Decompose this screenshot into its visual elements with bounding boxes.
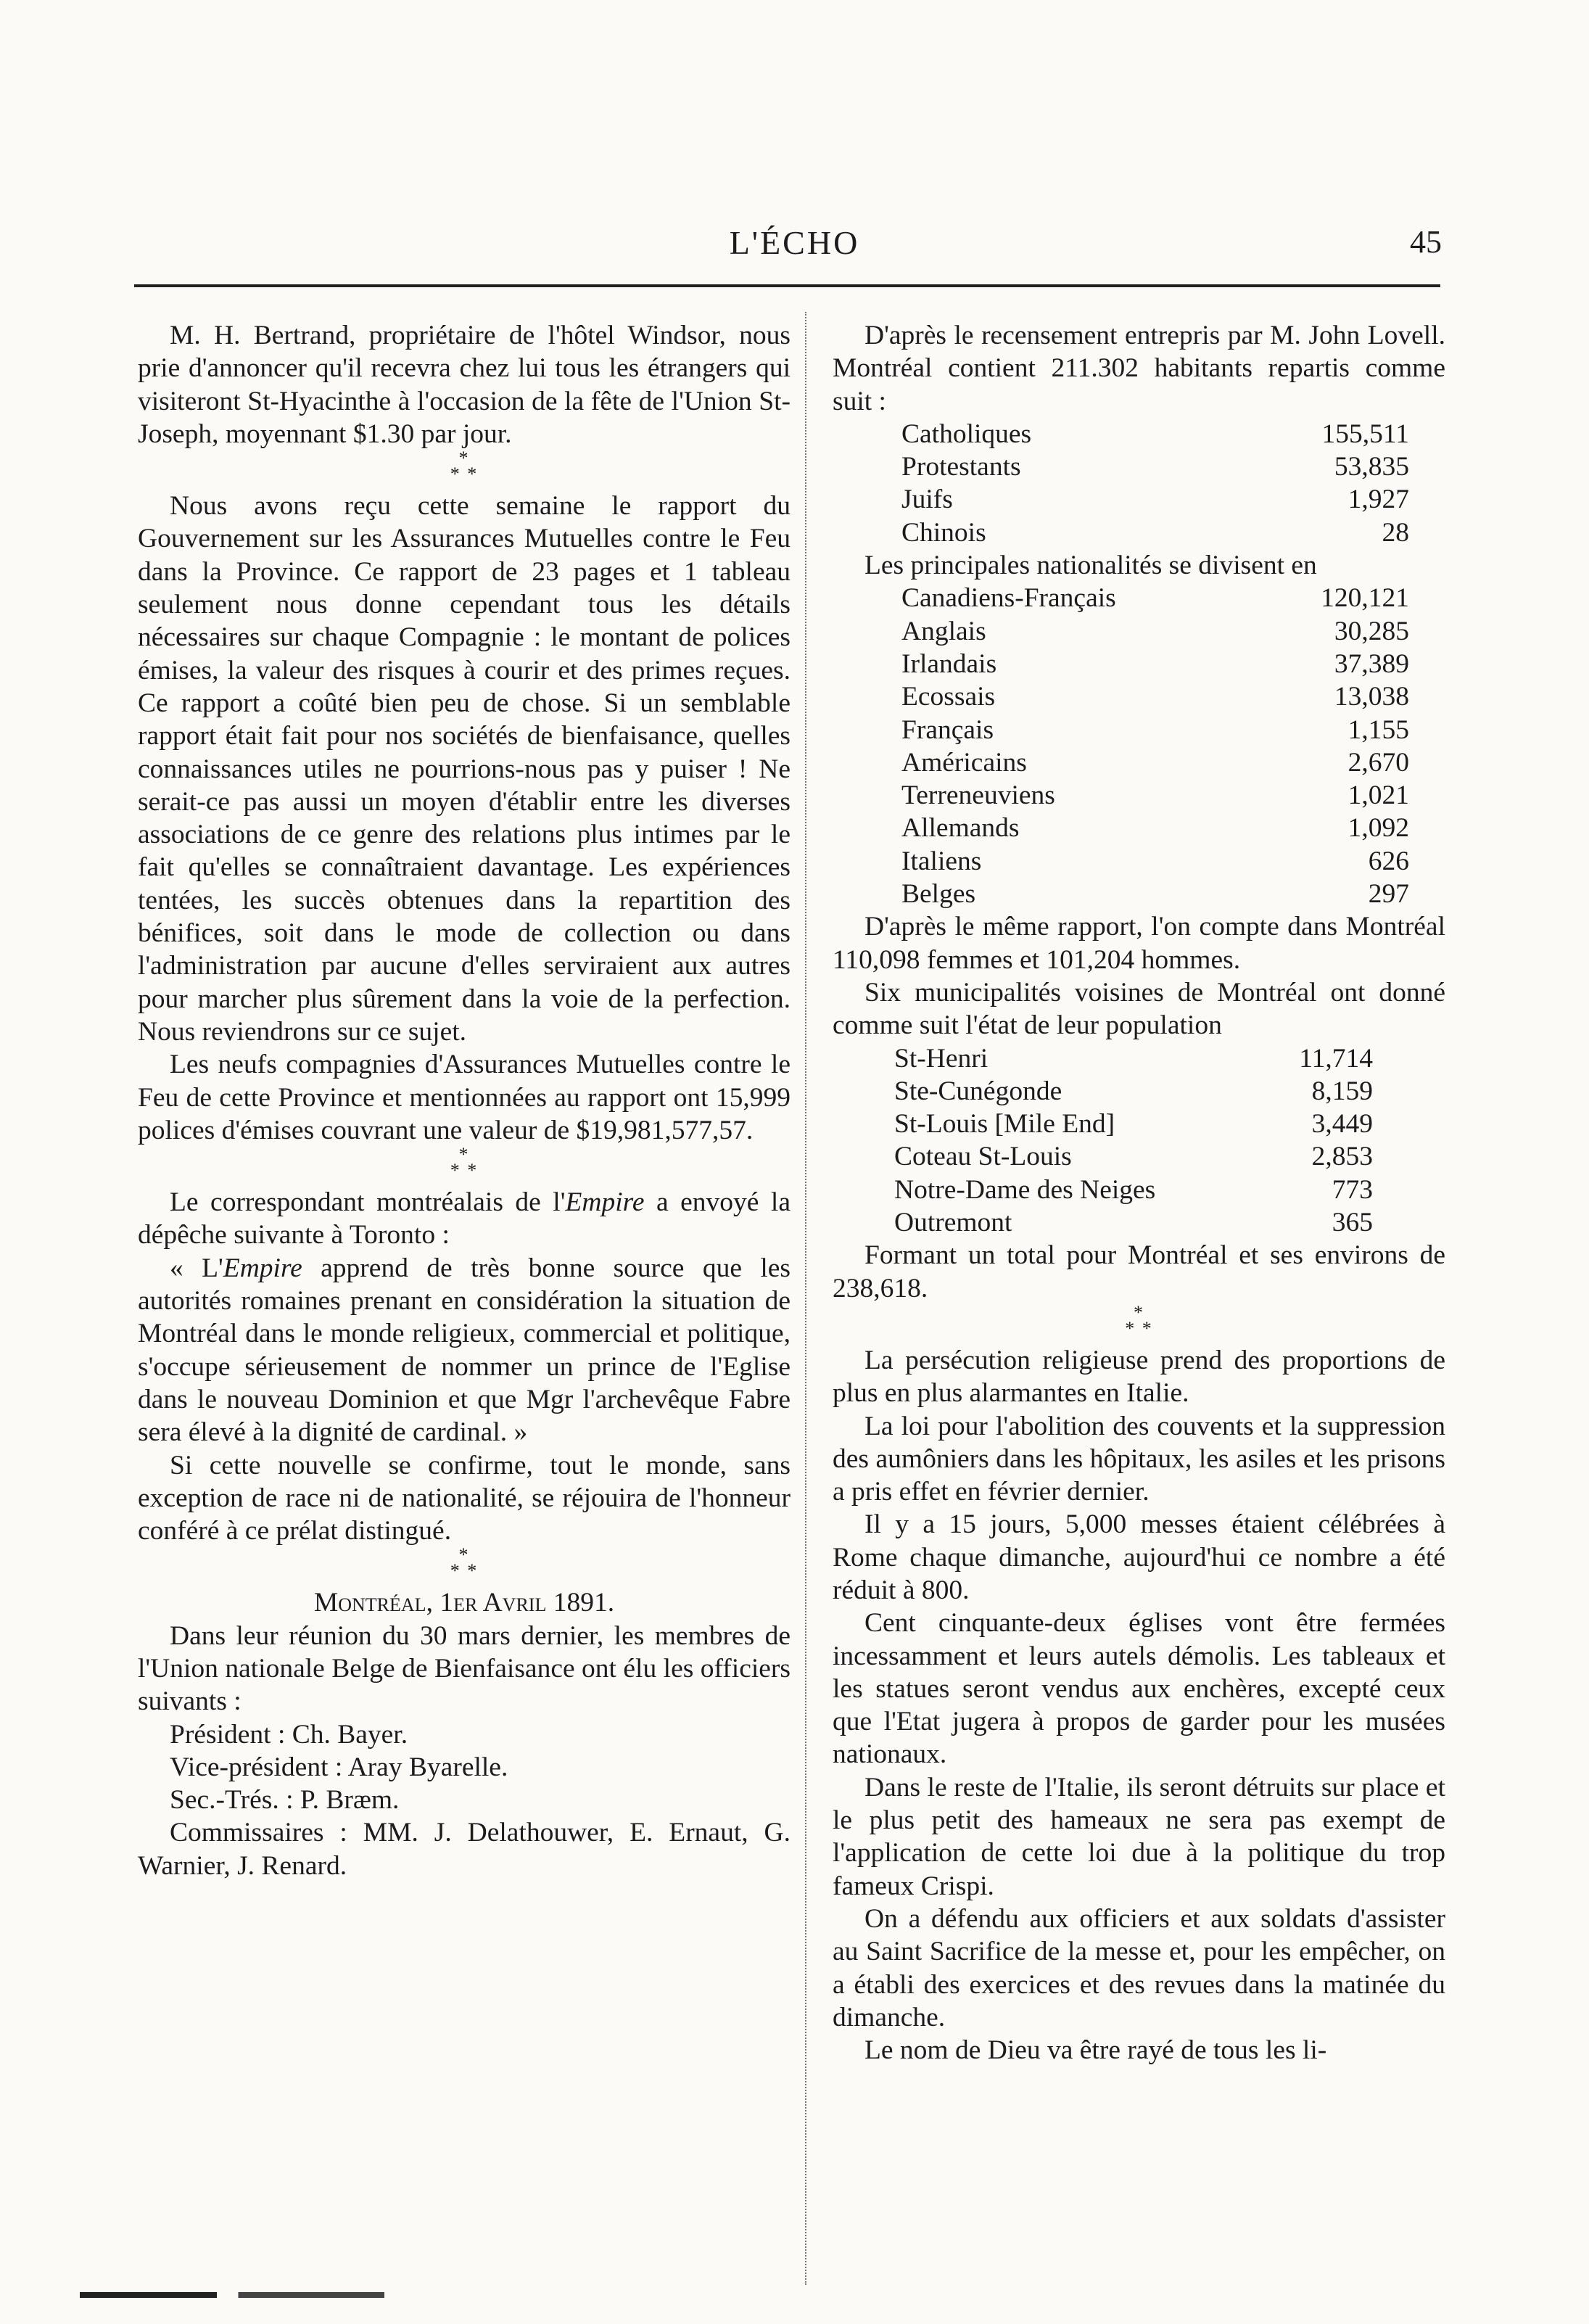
paragraph: On a défendu aux officiers et aux soldats d'assister au Saint Sacrifice de la messe et, pour les empêcher, on a établi des exercices et des revues dans la matinée du dimanche. bbox=[833, 1903, 1445, 2032]
paragraph: M. H. Bertrand, propriétaire de l'hôtel Windsor, nous prie d'annoncer qu'il recevra chez lui tous les étrangers qui visiteront St-Hyacinthe à l'occasion de la fête de l'Union St-Joseph, moyennant $1.30 par jour. bbox=[138, 321, 791, 449]
paragraph: Six municipalités voisines de Montréal ont donné comme suit l'état de leur population bbox=[833, 977, 1445, 1041]
paragraph: Il y a 15 jours, 5,000 messes étaient célébrées à Rome chaque dimanche, aujourd'hui ce nombre a été réduit à 800. bbox=[833, 1509, 1445, 1605]
newspaper-name: Empire bbox=[223, 1253, 302, 1283]
quote-paragraph: « L'Empire apprend de très bonne source que les autorités romaines prenant en considération la situation de Montréal dans le monde religieux, commercial et politique, s'occupe sérieusement de nommer un prince de l'Eglise dans le nouveau Dominion et que Mgr l'archevêque Fabre sera élevé à la dignité de cardinal. » bbox=[138, 1253, 791, 1448]
right-column bbox=[833, 319, 1445, 2067]
header-rule bbox=[134, 284, 1440, 287]
table-row: Juifs 1,927 bbox=[901, 485, 1409, 515]
section-separator: * * * bbox=[450, 448, 479, 485]
officer-line: Commissaires : MM. J. Delathouwer, E. Ernaut, G. Warnier, J. Renard. bbox=[138, 1818, 791, 1881]
table-row: Ste-Cunégonde 8,159 bbox=[894, 1076, 1373, 1106]
paragraph: Nous avons reçu cette semaine le rapport du Gouvernement sur les Assurances Mutuelles contre le Feu dans la Province. Ce rapport de 23 pages et 1 tableau seulement nous donne cependant tous les détails nécessaires sur chaque Compagnie : le montant de polices émises, la valeur des risques à courir et des primes reçues. Ce rapport a coûté bien peu de chose. Si un semblable rapport était fait pour nos sociétés de bienfaisance, quelles connaissances utiles ne pourrions-nous pas y puiser ! Ne serait-ce pas aussi un moyen d'établir entre les diverses associations de ce genre des relations plus intimes par le fait qu'elles se connaîtraient davantage. Les expériences tentées, les succès obtenues dans la repartition des bénifices, soit dans le mode de collection ou dans l'administration par aucune d'elles serviraient aux autres pour marcher plus sûrement dans la voie de la perfection. Nous reviendrons sur ce sujet. bbox=[138, 491, 791, 1047]
table-row: Anglais 30,285 bbox=[901, 616, 1409, 646]
paragraph: Les neufs compagnies d'Assurances Mutuelles contre le Feu de cette Province et mentionnées au rapport ont 15,999 polices d'émises couvrant une valeur de $19,981,577,57. bbox=[138, 1050, 791, 1145]
table-row: Coteau St-Louis 2,853 bbox=[894, 1142, 1373, 1172]
section-separator: * * * bbox=[450, 1544, 479, 1582]
section-separator: * * * bbox=[450, 1144, 479, 1182]
paragraph: D'après le recensement entrepris par M. John Lovell. Montréal contient 211.302 habitants repartis comme suit : bbox=[833, 321, 1445, 416]
paragraph: Les principales nationalités se divisent en bbox=[864, 551, 1317, 581]
column-divider bbox=[805, 312, 806, 2285]
religions-table bbox=[901, 418, 1409, 549]
paragraph: Dans leur réunion du 30 mars dernier, les membres de l'Union nationale Belge de Bienfaisance ont élu les officiers suivants : bbox=[138, 1620, 791, 1717]
table-row: Américains 2,670 bbox=[901, 747, 1409, 778]
table-row: St-Henri 11,714 bbox=[894, 1043, 1373, 1074]
paragraph: Le nom de Dieu va être rayé de tous les li- bbox=[864, 2035, 1327, 2066]
table-row: Outremont 365 bbox=[894, 1208, 1373, 1238]
officer-line: Sec.-Trés. : P. Bræm. bbox=[170, 1785, 400, 1816]
paragraph: D'après le même rapport, l'on compte dans Montréal 110,098 femmes et 101,204 hommes. bbox=[833, 912, 1445, 975]
table-row: St-Louis [Mile End] 3,449 bbox=[894, 1109, 1373, 1140]
paragraph: Cent cinquante-deux églises vont être fermées incessamment et leurs autels démolis. Les tableaux et les statues seront vendus aux enchères, excepté ceux que l'Etat jugera à propos de garder pour les musées nationaux. bbox=[833, 1608, 1445, 1770]
paragraph: Dans le reste de l'Italie, ils seront détruits sur place et le plus petit des hameaux ne sera pas exempt de l'application de cette loi due à la politique du trop fameux Crispi. bbox=[833, 1772, 1445, 1901]
table-row: Chinois 28 bbox=[901, 517, 1409, 548]
paragraph: La persécution religieuse prend des proportions de plus en plus alarmantes en Italie. bbox=[833, 1345, 1445, 1409]
paragraph: La loi pour l'abolition des couvents et la suppression des aumôniers dans les hôpitaux, les asiles et les prisons a pris effet en février dernier. bbox=[833, 1411, 1445, 1507]
table-row: Belges 297 bbox=[901, 879, 1409, 910]
paragraph: Si cette nouvelle se confirme, tout le monde, sans exception de race ni de nationalité, se réjouira de l'honneur conféré à ce prélat distingué. bbox=[138, 1450, 791, 1546]
officer-line: Vice-président : Aray Byarelle. bbox=[170, 1752, 508, 1782]
newspaper-name: Empire bbox=[565, 1187, 645, 1218]
page-number: 45 bbox=[1410, 224, 1442, 260]
bottom-rule bbox=[80, 2292, 384, 2298]
table-row: Notre-Dame des Neiges 773 bbox=[894, 1174, 1373, 1205]
page-header bbox=[134, 216, 1455, 267]
table-row: Italiens 626 bbox=[901, 846, 1409, 876]
table-row: Ecossais 13,038 bbox=[901, 682, 1409, 712]
paragraph: Formant un total pour Montréal et ses environs de 238,618. bbox=[833, 1240, 1445, 1303]
nationalities-table bbox=[901, 582, 1409, 910]
table-row: Canadiens-Français 120,121 bbox=[901, 583, 1409, 614]
table-row: Allemands 1,092 bbox=[901, 813, 1409, 844]
paragraph: Le correspondant montréalais de l'Empire a envoyé la dépêche suivante à Toronto : bbox=[138, 1187, 791, 1250]
municipalities-table bbox=[894, 1042, 1373, 1240]
table-row: Protestants 53,835 bbox=[901, 452, 1409, 482]
dateline: Montréal, 1er Avril 1891. bbox=[313, 1588, 615, 1618]
table-row: Français 1,155 bbox=[901, 714, 1409, 745]
section-separator: * * * bbox=[1125, 1301, 1153, 1339]
officer-line: Président : Ch. Bayer. bbox=[170, 1719, 408, 1750]
table-row: Catholiques 155,511 bbox=[901, 419, 1409, 449]
left-column bbox=[138, 319, 791, 1882]
table-row: Terreneuviens 1,021 bbox=[901, 780, 1409, 811]
table-row: Irlandais 37,389 bbox=[901, 648, 1409, 679]
journal-title: L'ÉCHO bbox=[729, 224, 860, 261]
